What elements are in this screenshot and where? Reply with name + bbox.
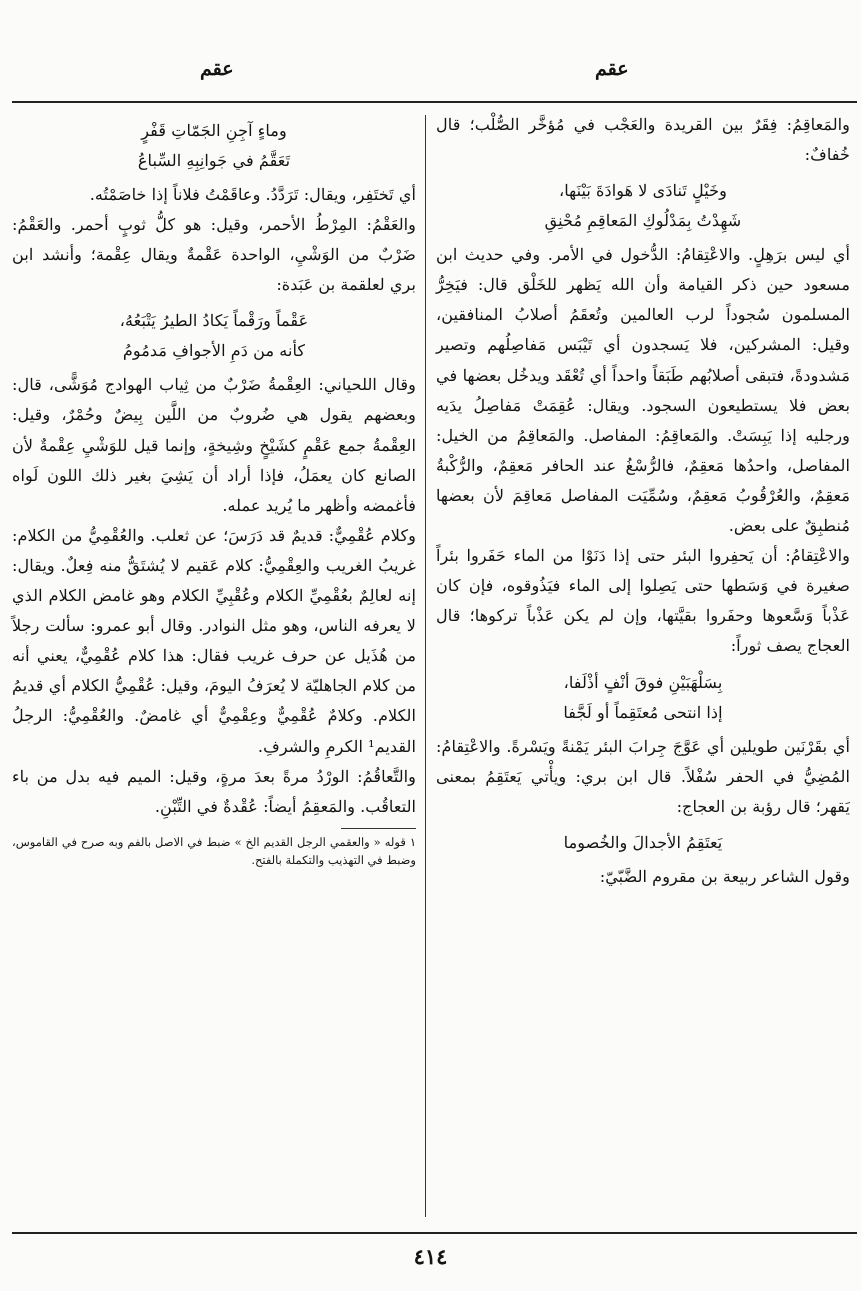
entry-paragraph: والتَّعاقُمُ: الورْدُ مرةً بعدَ مرةٍ، وقيل: الميم فيه بدل من باء التعاقُب. والمَعقِمُ أيضاً: عُقْدةٌ في التِّبْنِ. bbox=[12, 766, 416, 816]
entry-paragraph: والاعْتِقامُ: أن يَحفِروا البئر حتى إذا دَنَوْا من الماء حَفَروا بئراً صغيرة في وَسَطها حتى يَصِلوا إلى الماء فيَذُوقوه، فإن كان عَذْباً وَسَّعوها وحفَروا بقيَّتها، وإن لم يكن عَذْباً تركوها؛ قال العجاج يصف ثوراً: bbox=[436, 546, 850, 656]
entry-paragraph: والعَقْمُ: المِرْطُ الأحمر، وقيل: هو كلُّ ثوبٍ أحمر. والعَقْمُ: ضَرْبٌ من الوَشْيِ، الواحدة عَقْمةٌ ويقال عِقْمة؛ وأنشد ابن بري لعلقمة بن عَبَدة: bbox=[12, 215, 416, 295]
running-header-left: عقم bbox=[200, 58, 234, 80]
entry-paragraph: أي تَختَفِر، ويقال: تَرَدَّدُ. وعاقَمْتُ فلاناً إذا خاصَمْتُه. bbox=[89, 185, 416, 204]
column-divider bbox=[425, 115, 426, 1217]
verse-block bbox=[12, 306, 416, 366]
verse-block bbox=[12, 116, 416, 176]
entry-paragraph: وقول الشاعر ربيعة بن مقروم الضَّبّيّ: bbox=[599, 866, 850, 886]
verse-line: بِسَلْهَبَيْنِ فوقَ أنْفٍ أذْلَفا، bbox=[563, 672, 723, 692]
entry-paragraph: وكلام عُقْمِيٌّ: قديمٌ قد دَرَسَ؛ عن ثعلب. والعُقْمِيُّ من الكلام: غريبُ الغريب والعِقْمِيُّ: كلام عَقيم لا يُشتَقُّ منه فِعلٌ. ويقال: إنه لعالِمٌ بعُقْمِيِّ الكلام وعُقْبِيِّ الكلام وهو غامض الكلام الذي لا يعرفه الناس، وهو مثل النوادر. وقال أبو عمرو: سألت رجلاً من هُذَيل عن حرف غريب فقال: هذا كلام عُقْمِيٌّ، يعني أنه من كلام الجاهليّة لا يُعرَفُ اليومَ، وقيل: عُقْمِيُّ الكلام أي قديمُ الكلام. وكلامٌ عُقْمِيٌّ وعِقْمِيٌّ أي غامضٌ. والعُقْمِيُّ: الرجلُ القديم¹ الكرمِ والشرفِ. bbox=[12, 525, 416, 756]
verse-block bbox=[436, 668, 850, 728]
entry-paragraph: وقال اللحياني: العِقْمةُ ضَرْبٌ من ثِياب الهوادج مُوَشًّى، قال: وبعضهم يقول هي ضُروبٌ من اللَّين بِيضٌ وحُمْرٌ، وقيل: العِقْمةُ جمع عَقْمٍ كشَيْخٍ وشِيخةٍ، وإنما قيل للوَشْيِ عِقْمةٌ لأن الصانع كان يعمَلُ، فإذا أراد أن يَشِيَ بغير ذلك اللون لَواه فأغمضه وأظهر ما يُريد عمله. bbox=[12, 375, 416, 515]
entry-paragraph: أي ليس برَهِلٍ. والاعْتِقامُ: الدُّخول في الأمر. وفي حديث ابن مسعود حين ذكر القيامة وأن الله يَظهر للخَلْق قال: فيَخِرُّ المسلمون سُجوداً لرب العالمين وتُعقَمُ أصلابُ المنافقين، وقيل: المشركين، فلا يَسجدون أي تَيْبَس مَفاصِلُهم وتصير مَشدودةً، فتبقى أصلابُهم طَبَقاً واحداً أي تُعْقَد ويدخُل بعضها في بعض فلا يستطيعون السجود. ويقال: عُقِمَتْ مَفاصِلُ يدَيه ورجليه إذا يَبِسَتْ. والمَعاقِمُ: المفاصل. والمَعاقِمُ من الخيل: المفاصل، واحدُها مَعقِمٌ، فالرُّسْغُ عند الحافر مَعقِمٌ، والرُّكْبةُ مَعقِمٌ، والعُرْقُوبُ مَعقِمٌ، وسُمِّيَت المفاصل مَعاقِمَ لأن بعضها مُنطبِقٌ على بعض. bbox=[436, 245, 850, 536]
verse-line: تَعَقَّمُ في جَوانِبِهِ السِّباعُ bbox=[137, 151, 291, 170]
verse-line: يَعتَقِمُ الأجدالَ والخُصوما bbox=[563, 832, 723, 852]
page-number: ٤١٤ bbox=[413, 1244, 448, 1269]
verse-block bbox=[436, 828, 850, 858]
entry-paragraph: أي بقَرْنَين طويلين أي عَوَّجَ جِرابَ البئر يَمْنةً ويَسْرةً. والاعْتِقامُ: المُضِيُّ في الحفر سُفْلاً. قال ابن بري: ويأْتي يَعتَقِمُ بمعنى يَقهر؛ قال رؤبة بن العجاج: bbox=[436, 736, 850, 816]
verse-line: شَهِدْتُ بِمَدْلُوكِ المَعاقِمِ مُحْنِقِ bbox=[544, 211, 742, 231]
verse-line: كأنه من دَمِ الأجوافِ مَدمُومُ bbox=[122, 341, 306, 361]
verse-line: وماءٍ آجِنِ الجَمّاتِ قَفْرٍ bbox=[141, 121, 287, 140]
verse-line: وخَيْلٍ تَنادَى لا هَوادَةَ بَيْنَها، bbox=[559, 181, 727, 201]
header-rule bbox=[12, 101, 857, 103]
verse-block bbox=[436, 176, 850, 236]
running-header-right: عقم bbox=[595, 58, 629, 80]
entry-paragraph: والمَعاقِمُ: فِقَرٌ بين القريدة والعَجْب في مُؤخَّر الصُّلْب؛ قال خُفافٌ: bbox=[436, 115, 850, 165]
right-column bbox=[436, 110, 850, 892]
footnote-rule bbox=[341, 828, 416, 829]
footnote: ١ قوله « والعقمي الرجل القديم الخ » ضبط في الاصل بالفم وبه صرح في القاموس، وضبط في التهذيب والتكملة بالفتح. bbox=[12, 834, 416, 867]
left-column bbox=[12, 110, 416, 869]
footer-rule bbox=[12, 1232, 857, 1234]
verse-line: عَقْماً ورَقْماً يَكادُ الطيرُ يَتْبَعُهُ، bbox=[119, 311, 309, 331]
verse-line: إذا انتحى مُعتَقِماً أو لَجَّفا bbox=[563, 702, 723, 722]
